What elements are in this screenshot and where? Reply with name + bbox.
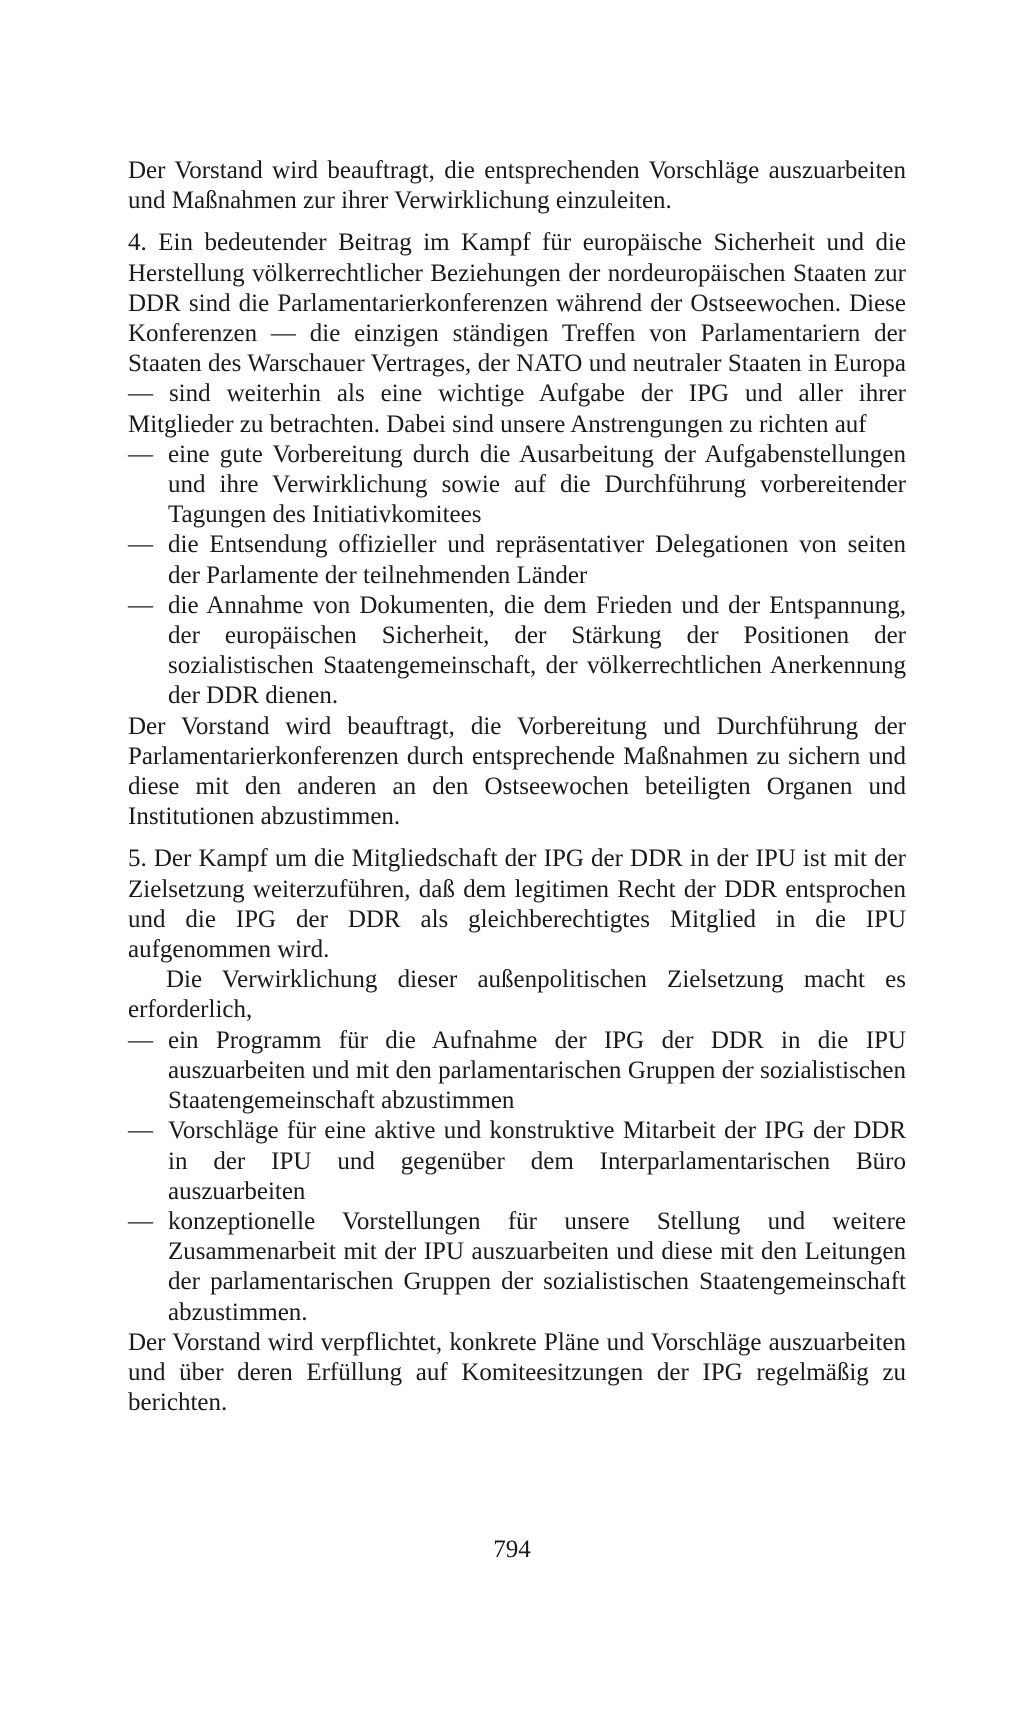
list-item: — Vorschläge für eine aktive und konstruktive Mitarbeit der IPG der DDR in der IPU und gegenüber dem Interparlamentarischen Büro auszuarbeiten — [128, 1117, 906, 1205]
paragraph: Die Verwirklichung dieser außenpolitischen Zielsetzung macht es erforderlich, — [128, 966, 906, 1024]
paragraph: Der Vorstand wird beauftragt, die entsprechenden Vorschläge auszuarbeiten und Maßnahmen zur ihrer Verwirklichung einzuleiten. — [128, 157, 906, 215]
dash: — — [128, 1026, 153, 1054]
dash: — — [128, 531, 153, 559]
body-text — [128, 156, 906, 1418]
dash: — — [128, 1117, 153, 1145]
paragraph: Der Vorstand wird beauftragt, die Vorbereitung und Durchführung der Parlamentarierkonferenzen durch entsprechende Maßnahmen zu sichern und diese mit den anderen an den Ostseewochen beteiligten Organen und Institutionen abzustimmen. — [128, 712, 906, 831]
dash: — — [128, 440, 153, 468]
list-item: — konzeptionelle Vorstellungen für unsere Stellung und weitere Zusammenarbeit mit der IPU auszuarbeiten und diese mit den Leitungen der parlamentarischen Gruppen der sozialistischen Staatengemeinschaft abzustimmen. — [128, 1207, 906, 1326]
list-item: — die Annahme von Dokumenten, die dem Frieden und der Entspannung, der europäischen Sicherheit, der Stärkung der Positionen der sozialistischen Staatengemeinschaft, der völkerrechtlichen Anerkennung der DDR dienen. — [128, 591, 906, 710]
list-item: — die Entsendung offizieller und repräsentativer Delegationen von seiten der Parlamente der teilnehmenden Länder — [128, 531, 906, 589]
dash: — — [128, 591, 153, 619]
list-item: — eine gute Vorbereitung durch die Ausarbeitung der Aufgabenstellungen und ihre Verwirklichung sowie auf die Durchführung vorbereitender Tagungen des Initiativkomitees — [128, 440, 906, 529]
paragraph-section-5: 5. Der Kampf um die Mitgliedschaft der IPG der DDR in der IPU ist mit der Zielsetzung weiterzuführen, daß dem legitimen Recht der DDR entsprochen und die IPG der DDR als gleichberechtigtes Mitglied in die IPU aufgenommen wird. — [128, 845, 906, 964]
paragraph-section-4: 4. Ein bedeutender Beitrag im Kampf für europäische Sicherheit und die Herstellung völkerrechtlicher Beziehungen der nordeuropäischen Staaten zur DDR sind die Parlamentarierkonferenzen während der Ostseewochen. Diese Konferenzen — die einzigen ständigen Treffen von Parlamentariern der Staaten des Warschauer Vertrages, der NATO und neutraler Staaten in Europa — sind weiterhin als eine wichtige Aufgabe der IPG und aller ihrer Mitglieder zu betrachten. Dabei sind unsere Anstrengungen zu richten auf — [128, 229, 906, 438]
list-item: — ein Programm für die Aufnahme der IPG der DDR in die IPU auszuarbeiten und mit den parlamentarischen Gruppen der sozialistischen Staatengemeinschaft abzustimmen — [128, 1026, 906, 1115]
dash: — — [128, 1207, 153, 1235]
page-number: 794 — [493, 1536, 531, 1563]
paragraph: Der Vorstand wird verpflichtet, konkrete Pläne und Vorschläge auszuarbeiten und über deren Erfüllung auf Komiteesitzungen der IPG regelmäßig zu berichten. — [128, 1328, 906, 1417]
